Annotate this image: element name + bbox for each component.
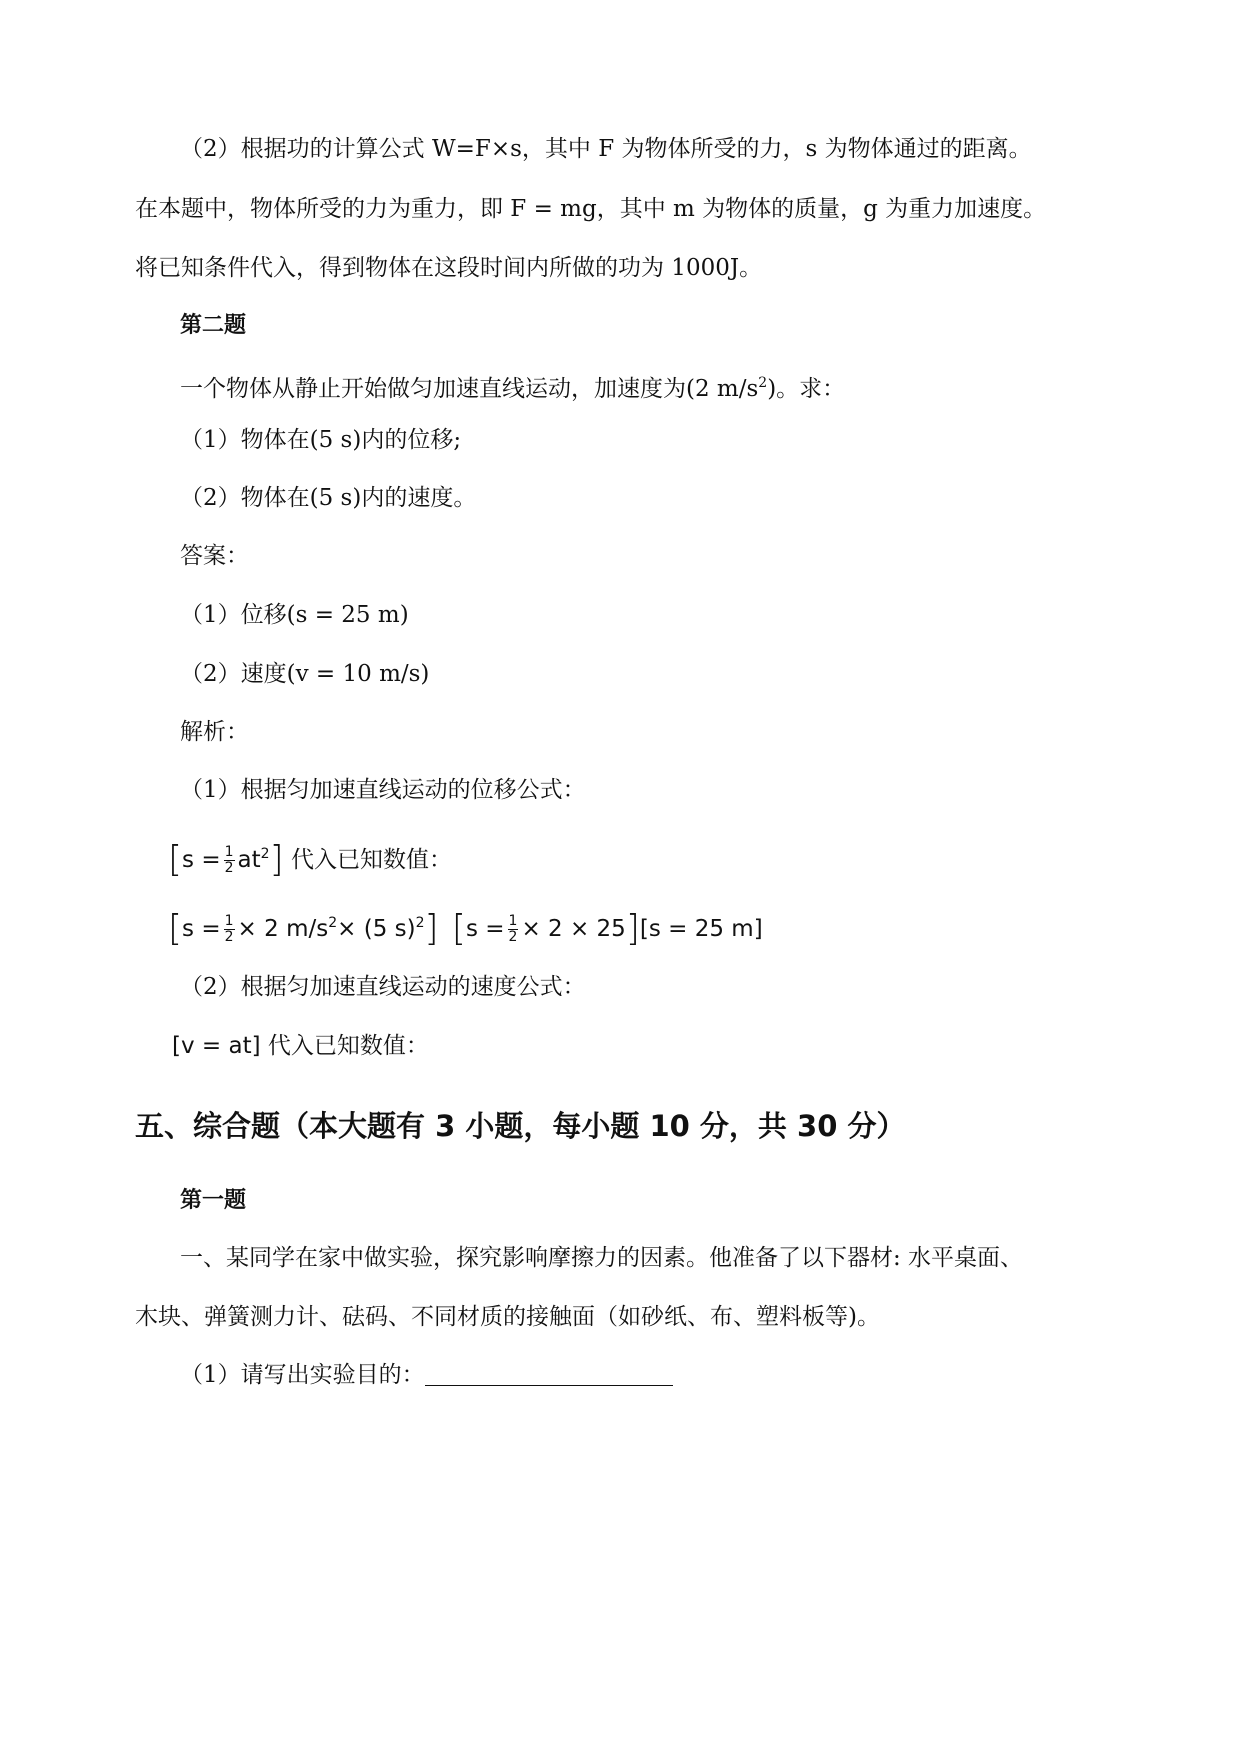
- question-2-stem: [180, 368, 845, 404]
- section-5-heading: 五、综合题（本大题有 3 小题，每小题 10 分，共 30 分）: [135, 1109, 906, 1143]
- formula2-superscript-b: 2: [415, 915, 425, 931]
- formula2-part2-rhs: × 2 × 25: [521, 916, 626, 942]
- formula1-superscript: 2: [260, 846, 270, 862]
- solution-line-2: 在本题中，物体所受的力为重力，即 F = mg，其中 m 为物体的质量，g 为重力加速度。: [135, 196, 1047, 222]
- fraction-half: [508, 914, 519, 945]
- sub-1-text: （1）请写出实验目的：: [180, 1362, 425, 1388]
- solution-line-1: （2）根据功的计算公式 W=F×s，其中 F 为物体所受的力，s 为物体通过的距离。: [180, 136, 1032, 162]
- stem-superscript: 2: [758, 375, 768, 391]
- stem-text-b: )。求：: [767, 376, 846, 402]
- formula2-part1-rhs-a: × 2 m/s: [237, 916, 329, 942]
- formula-velocity: [v = at] 代入已知数值：: [172, 1033, 429, 1059]
- formula2-superscript-a: 2: [328, 915, 338, 931]
- section-5-question-1-line-2: 木块、弹簧测力计、砝码、不同材质的接触面（如砂纸、布、塑料板等)。: [135, 1304, 880, 1330]
- formula2-part1-lhs: s =: [182, 916, 221, 942]
- question-2-sub-1: （1）物体在(5 s)内的位移;: [180, 427, 462, 453]
- answer-label: 答案：: [180, 543, 249, 569]
- fraction-denominator: 2: [224, 929, 234, 945]
- fraction-numerator: 1: [224, 913, 234, 929]
- formula1-lhs: s =: [182, 847, 221, 873]
- analysis-label: 解析：: [180, 719, 249, 745]
- bracket-open: [: [168, 908, 183, 949]
- question-2-title: 第二题: [180, 313, 247, 338]
- bracket-close: ]: [269, 839, 284, 880]
- fraction-numerator: 1: [224, 844, 234, 860]
- bracket-close: ]: [625, 908, 640, 949]
- question-2-sub-2: （2）物体在(5 s)内的速度。: [180, 485, 477, 511]
- answer-2: （2）速度(v = 10 m/s): [180, 661, 430, 687]
- formula2-part1-rhs-b: × (5 s): [337, 916, 416, 942]
- fraction-denominator: 2: [224, 860, 234, 876]
- section-5-question-1-sub-1: [180, 1360, 673, 1390]
- formula-substitution: [168, 903, 763, 949]
- fraction-half: [224, 914, 235, 945]
- fraction-numerator: 1: [508, 913, 518, 929]
- stem-text-a: 一个物体从静止开始做匀加速直线运动，加速度为(2 m/s: [180, 376, 759, 402]
- formula2-part3: [s = 25 m]: [639, 916, 763, 942]
- solution-line-3: 将已知条件代入，得到物体在这段时间内所做的功为 1000J。: [135, 255, 763, 281]
- bracket-open: [: [168, 839, 183, 880]
- fraction-half: [224, 845, 235, 876]
- answer-1: （1）位移(s = 25 m): [180, 602, 409, 628]
- formula1-rhs: at: [237, 847, 261, 873]
- section-5-question-1-title: 第一题: [180, 1188, 247, 1213]
- formula1-after: 代入已知数值：: [283, 847, 452, 873]
- bracket-close: ]: [424, 908, 439, 949]
- formula2-part2-lhs: s =: [465, 916, 505, 942]
- bracket-open: [: [451, 908, 466, 949]
- section-5-question-1-line-1: 一、某同学在家中做实验，探究影响摩擦力的因素。他准备了以下器材: 水平桌面、: [180, 1245, 1024, 1271]
- analysis-1: （1）根据匀加速直线运动的位移公式：: [180, 777, 586, 803]
- analysis-2: （2）根据匀加速直线运动的速度公式：: [180, 974, 586, 1000]
- answer-blank[interactable]: [425, 1361, 673, 1386]
- formula-displacement: [168, 834, 452, 880]
- fraction-denominator: 2: [508, 929, 518, 945]
